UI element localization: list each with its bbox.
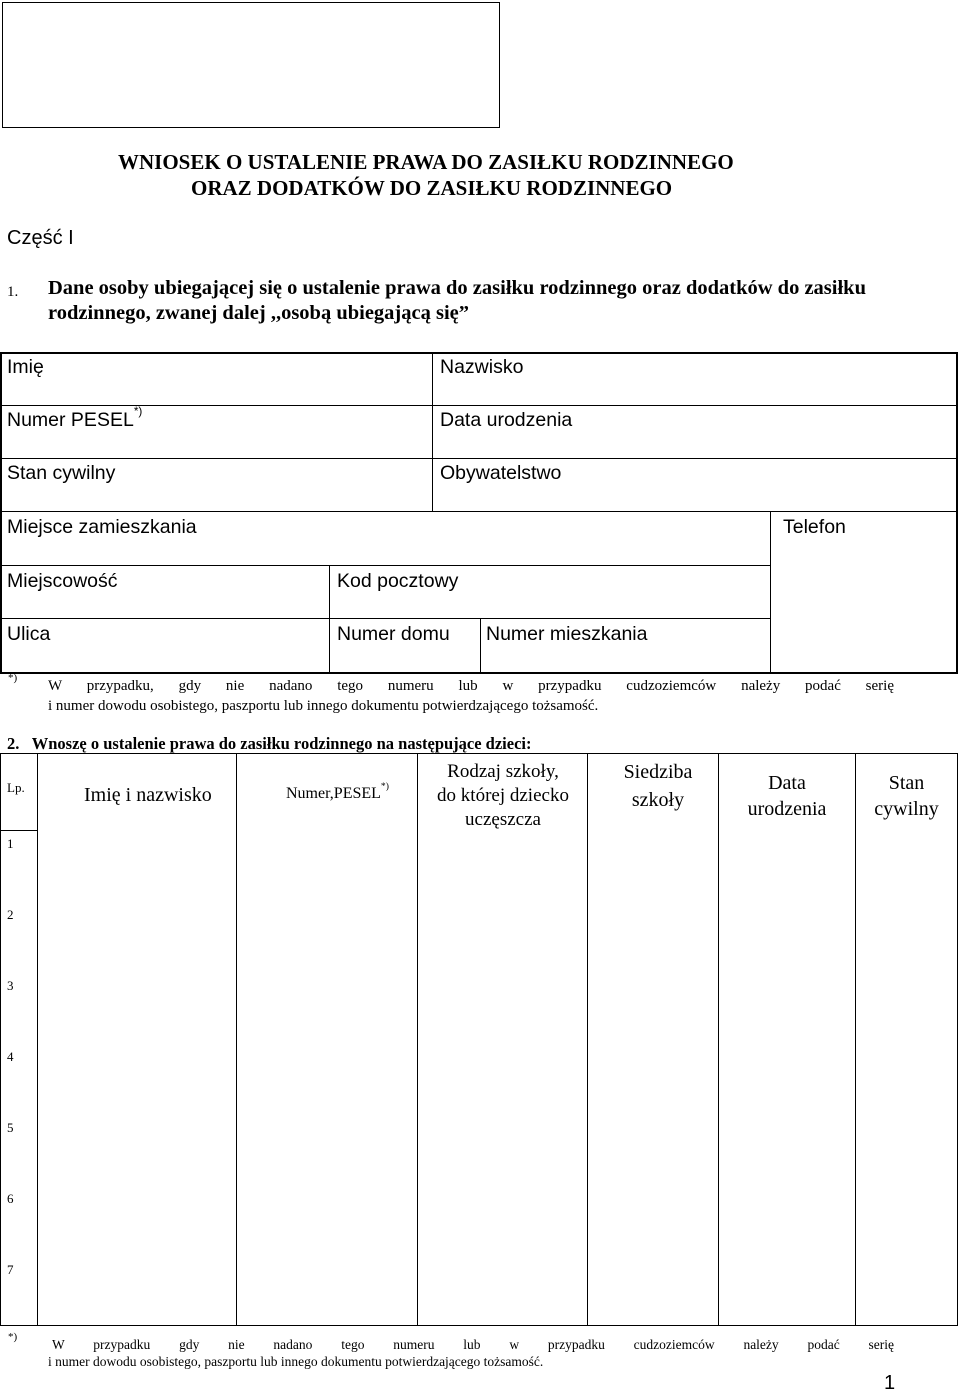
footnote-2-line-2: i numer dowodu osobistego, paszportu lub innego dokumentu potwierdzającego tożsamość. <box>48 1354 544 1369</box>
postal-code-field[interactable]: Kod pocztowy <box>337 570 459 592</box>
marital-status-field[interactable]: Stan cywilny <box>7 462 116 484</box>
col-school-seat-line-2: szkoły <box>631 789 685 811</box>
row-number: 7 <box>7 1262 14 1277</box>
pesel-footnote-mark: *) <box>133 405 143 418</box>
page-number: 1 <box>884 1372 896 1394</box>
last-name-field[interactable]: Nazwisko <box>440 356 524 378</box>
section-2-heading: 2. Wnoszę o ustalenie prawa do zasiłku rodzinnego na następujące dzieci: <box>7 734 532 753</box>
col-marital-status-line-1: Stan <box>888 772 925 794</box>
birth-date-field[interactable]: Data urodzenia <box>440 409 573 431</box>
row-number: 4 <box>7 1049 14 1064</box>
col-birth-date <box>718 770 856 822</box>
row-number: 2 <box>7 907 14 922</box>
citizenship-field[interactable]: Obywatelstwo <box>440 462 562 484</box>
footnote-1-mark: *) <box>8 672 18 684</box>
row-number: 6 <box>7 1191 14 1206</box>
col-school-type-line-1: Rodzaj szkoły, <box>447 761 559 782</box>
pesel-field[interactable] <box>7 405 143 432</box>
footnote-2-line-1: W przypadku gdy nie nadano tego numeru lub w przypadku cudzoziemców należy podać serię <box>52 1337 894 1352</box>
part-label: Część I <box>7 227 74 249</box>
col-school-type-line-2: do której dziecko <box>437 785 569 806</box>
col-school-seat <box>588 758 728 814</box>
col-school-seat-line-1: Siedziba <box>623 761 693 783</box>
col-marital-status-line-2: cywilny <box>874 798 939 820</box>
col-pesel-label: Numer,PESEL <box>286 785 381 802</box>
section-1-heading: Dane osoby ubiegającej się o ustalenie prawa do zasiłku rodzinnego oraz dodatków do zasiłku rodzinnego, zwanej dalej ,,osobą ubiegającą się” <box>48 277 866 324</box>
col-birth-date-line-2: urodzenia <box>747 798 827 820</box>
col-lp: Lp. <box>7 780 25 795</box>
col-school-type-line-3: uczęszcza <box>465 809 541 830</box>
form-title-line-1: WNIOSEK O USTALENIE PRAWA DO ZASIŁKU RODZINNEGO <box>118 150 734 174</box>
street-field[interactable]: Ulica <box>7 623 51 645</box>
residence-label: Miejsce zamieszkania <box>7 516 197 538</box>
col-child-name: Imię i nazwisko <box>84 784 212 806</box>
row-number: 1 <box>7 836 14 851</box>
row-number: 3 <box>7 978 14 993</box>
footnote-2-mark: *) <box>8 1331 18 1343</box>
office-stamp-box <box>2 2 500 128</box>
house-number-field[interactable]: Numer domu <box>337 623 450 645</box>
city-field[interactable]: Miejscowość <box>7 570 118 592</box>
apartment-number-field[interactable]: Numer mieszkania <box>486 623 648 645</box>
pesel-label: Numer PESEL <box>7 409 134 431</box>
section-1-number: 1. <box>7 284 19 300</box>
row-number: 5 <box>7 1120 14 1135</box>
col-pesel-footnote-mark: *) <box>380 781 389 792</box>
form-title-line-2: ORAZ DODATKÓW DO ZASIŁKU RODZINNEGO <box>191 176 673 200</box>
col-marital-status <box>856 770 957 822</box>
col-birth-date-line-1: Data <box>768 772 806 794</box>
phone-field[interactable]: Telefon <box>783 516 846 538</box>
footnote-1-line-2: i numer dowodu osobistego, paszportu lub innego dokumentu potwierdzającego tożsamość. <box>48 698 599 714</box>
footnote-1-line-1: W przypadku, gdy nie nadano tego numeru lub w przypadku cudzoziemców należy podać serię <box>48 678 894 694</box>
first-name-field[interactable]: Imię <box>7 356 44 378</box>
col-school-type <box>418 760 588 832</box>
col-pesel <box>286 781 389 803</box>
